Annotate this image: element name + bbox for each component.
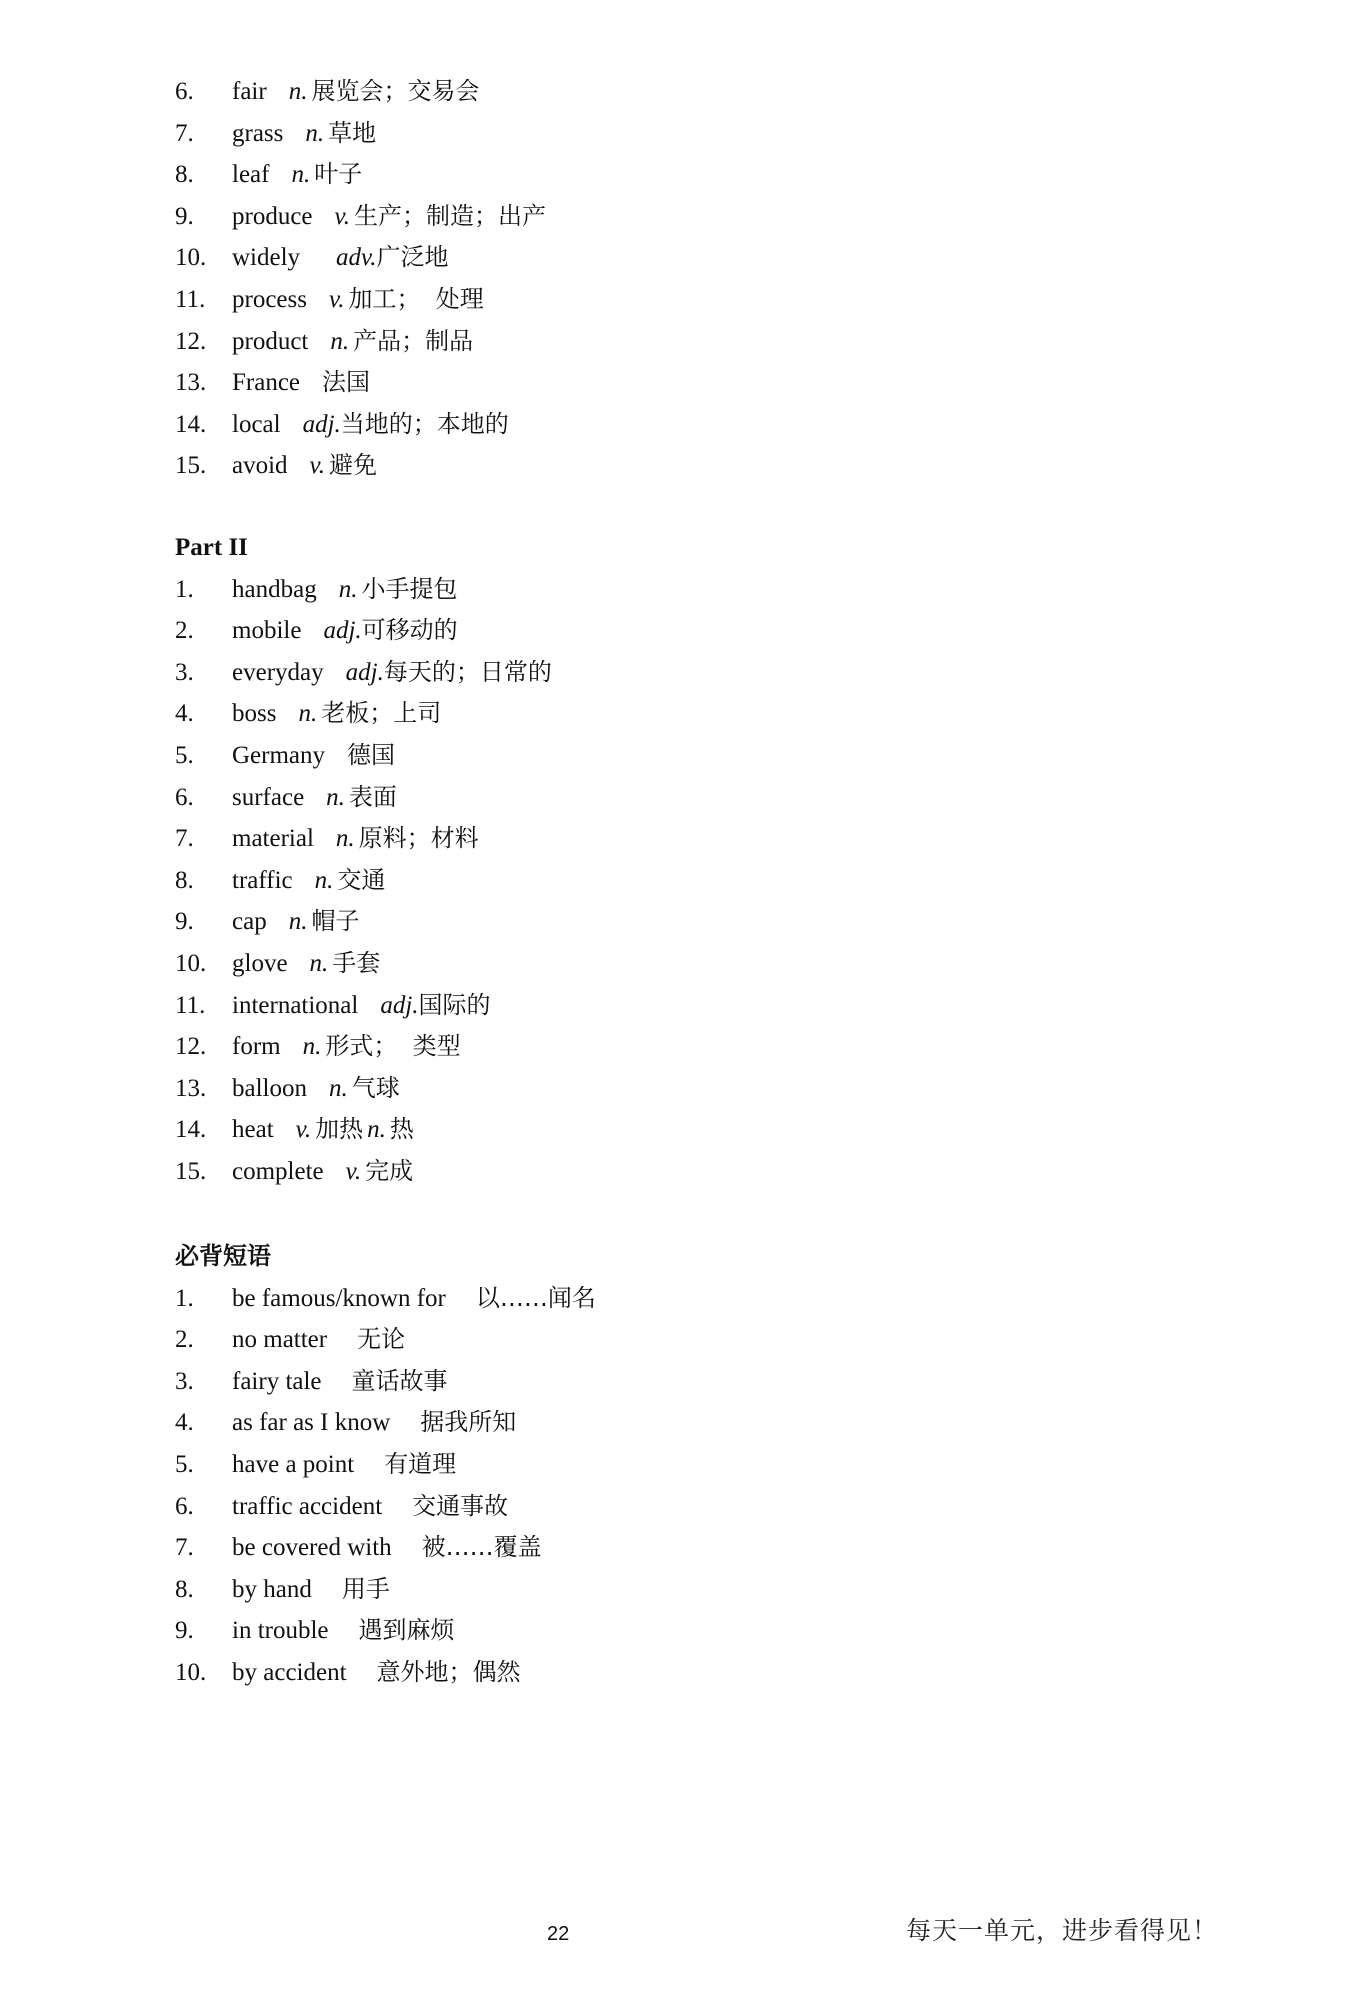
item-number: 10. <box>175 244 207 272</box>
chinese-meaning: 加热 <box>315 1115 364 1144</box>
english-word: avoid <box>232 452 288 480</box>
chinese-meaning: 以……闻名 <box>475 1283 596 1312</box>
item-number: 9. <box>175 202 194 230</box>
part-of-speech: v. <box>328 285 345 313</box>
chinese-meaning: 遇到麻烦 <box>358 1616 455 1645</box>
list-item <box>175 1652 1175 1694</box>
part-of-speech: n. <box>288 78 308 105</box>
english-word: local <box>232 410 281 438</box>
part-of-speech: n. <box>330 327 350 355</box>
chinese-meaning: 完成 <box>365 1156 414 1185</box>
english-word: leaf <box>232 161 270 189</box>
part-of-speech: n. <box>314 866 334 894</box>
english-phrase: traffic accident <box>232 1492 383 1520</box>
english-phrase: fairy tale <box>232 1367 322 1395</box>
chinese-meaning: 原料；材料 <box>358 824 479 853</box>
item-number: 6. <box>175 783 194 811</box>
list-item <box>175 362 1175 404</box>
chinese-meaning: 法国 <box>322 368 371 397</box>
part-of-speech: adj. <box>323 617 362 645</box>
english-word: international <box>232 991 359 1019</box>
item-number: 6. <box>175 1492 194 1520</box>
list-item <box>175 1486 1175 1528</box>
part-of-speech: adj. <box>302 410 341 438</box>
list-item <box>175 1444 1175 1486</box>
list-item <box>175 1361 1175 1403</box>
chinese-meaning-2: 热 <box>389 1115 414 1144</box>
chinese-meaning: 表面 <box>348 782 397 811</box>
english-word: glove <box>232 949 288 977</box>
item-number: 12. <box>175 327 207 355</box>
list-item <box>175 1319 1175 1361</box>
english-phrase: have a point <box>232 1450 355 1478</box>
english-word: mobile <box>232 617 302 645</box>
item-number: 5. <box>175 1450 194 1478</box>
item-number: 13. <box>175 369 207 397</box>
part1-continued-section <box>175 71 1175 487</box>
item-number: 4. <box>175 1409 194 1437</box>
english-phrase: as far as I know <box>232 1409 391 1437</box>
item-number: 3. <box>175 658 194 686</box>
english-phrase: by hand <box>232 1575 312 1603</box>
chinese-meaning: 气球 <box>351 1073 400 1102</box>
chinese-meaning: 意外地；偶然 <box>376 1657 521 1686</box>
section-heading-phrases: 必背短语 <box>175 1242 271 1270</box>
part-of-speech: n. <box>338 575 358 603</box>
list-item <box>175 777 1175 819</box>
chinese-meaning: 小手提包 <box>361 574 458 603</box>
part2-section <box>175 527 1175 1193</box>
phrase-list <box>175 1278 1175 1694</box>
chinese-meaning: 帽子 <box>311 907 360 936</box>
list-item <box>175 610 1175 652</box>
chinese-meaning: 据我所知 <box>420 1408 517 1437</box>
item-number: 2. <box>175 617 194 645</box>
list-item <box>175 1151 1175 1193</box>
item-number: 14. <box>175 410 207 438</box>
english-word: process <box>232 285 307 313</box>
item-number: 10. <box>175 949 207 977</box>
chinese-meaning: 当地的；本地的 <box>340 409 509 438</box>
part-of-speech-2: n. <box>367 1116 386 1144</box>
chinese-meaning: 手套 <box>332 948 381 977</box>
chinese-meaning: 每天的；日常的 <box>383 657 552 686</box>
list-item <box>175 1068 1175 1110</box>
chinese-meaning: 草地 <box>328 118 377 147</box>
item-number: 7. <box>175 825 194 853</box>
list-item <box>175 735 1175 777</box>
item-number: 9. <box>175 908 194 936</box>
chinese-meaning: 有道理 <box>384 1449 457 1478</box>
list-item <box>175 818 1175 860</box>
chinese-meaning: 国际的 <box>418 990 491 1019</box>
part-of-speech: adv. <box>336 244 377 272</box>
part-of-speech: adj. <box>380 991 419 1019</box>
english-word: traffic <box>232 866 293 894</box>
chinese-meaning: 生产；制造；出产 <box>354 201 547 230</box>
item-number: 11. <box>175 285 206 313</box>
item-number: 6. <box>175 78 194 105</box>
item-number: 9. <box>175 1617 194 1645</box>
part1-word-list <box>175 71 1175 487</box>
item-number: 15. <box>175 452 207 480</box>
item-number: 12. <box>175 1033 207 1061</box>
part-of-speech: n. <box>329 1074 348 1102</box>
part-of-speech: n. <box>335 825 355 853</box>
item-number: 3. <box>175 1367 194 1395</box>
list-item <box>175 901 1175 943</box>
list-item <box>175 321 1175 363</box>
english-word: complete <box>232 1157 324 1185</box>
english-word: form <box>232 1033 281 1061</box>
list-item <box>175 445 1175 487</box>
phrases-section <box>175 1236 1175 1694</box>
chinese-meaning: 叶子 <box>314 160 363 189</box>
part-of-speech: n. <box>298 700 318 728</box>
item-number: 2. <box>175 1326 194 1354</box>
part2-word-list <box>175 569 1175 1193</box>
english-phrase: be famous/known for <box>232 1284 446 1312</box>
list-item <box>175 279 1175 321</box>
english-word: heat <box>232 1116 274 1144</box>
list-item <box>175 196 1175 238</box>
english-word: everyday <box>232 658 324 686</box>
list-item <box>175 71 1175 113</box>
list-item <box>175 860 1175 902</box>
list-item <box>175 1402 1175 1444</box>
item-number: 8. <box>175 1575 194 1603</box>
item-number: 8. <box>175 161 194 189</box>
english-word: grass <box>232 119 284 147</box>
chinese-meaning: 无论 <box>357 1325 406 1354</box>
chinese-meaning: 避免 <box>329 451 378 480</box>
item-number: 4. <box>175 700 194 728</box>
english-word: balloon <box>232 1074 307 1102</box>
list-item <box>175 1610 1175 1652</box>
list-item <box>175 569 1175 611</box>
item-number: 11. <box>175 991 206 1019</box>
english-phrase: be covered with <box>232 1534 392 1562</box>
english-word: boss <box>232 700 277 728</box>
list-item <box>175 1527 1175 1569</box>
english-word: produce <box>232 202 313 230</box>
chinese-meaning: 老板；上司 <box>321 699 442 728</box>
list-item <box>175 693 1175 735</box>
chinese-meaning: 展览会；交易会 <box>311 77 480 105</box>
part-of-speech: n. <box>305 119 325 147</box>
chinese-meaning: 交通 <box>337 865 386 894</box>
english-word: surface <box>232 783 305 811</box>
item-number: 13. <box>175 1074 207 1102</box>
english-word: widely <box>232 244 301 272</box>
item-number: 14. <box>175 1116 207 1144</box>
item-number: 1. <box>175 575 194 603</box>
part-of-speech: adj. <box>345 658 384 686</box>
part-of-speech: n. <box>302 1033 322 1061</box>
list-item <box>175 652 1175 694</box>
chinese-meaning: 广泛地 <box>376 243 449 272</box>
list-item <box>175 404 1175 446</box>
english-word: material <box>232 825 314 853</box>
part-of-speech: n. <box>309 949 329 977</box>
page-number: 22 <box>547 1923 570 1945</box>
list-item <box>175 1109 1175 1151</box>
chinese-meaning: 被……覆盖 <box>421 1533 542 1562</box>
english-word: product <box>232 327 309 355</box>
chinese-meaning: 童话故事 <box>351 1366 448 1395</box>
chinese-meaning: 交通事故 <box>412 1491 509 1520</box>
item-number: 7. <box>175 119 194 147</box>
list-item <box>175 1278 1175 1320</box>
item-number: 1. <box>175 1284 194 1312</box>
chinese-meaning: 可移动的 <box>361 616 458 645</box>
english-phrase: no matter <box>232 1326 328 1354</box>
english-word: Germany <box>232 741 326 769</box>
english-phrase: by accident <box>232 1658 347 1686</box>
chinese-meaning: 用手 <box>341 1574 390 1603</box>
list-item <box>175 237 1175 279</box>
footer-tagline: 每天一单元，进步看得见！ <box>906 1916 1219 1945</box>
list-item <box>175 943 1175 985</box>
part-of-speech: n. <box>288 908 308 936</box>
chinese-meaning: 产品；制品 <box>353 326 474 355</box>
list-item <box>175 1569 1175 1611</box>
part-of-speech: v. <box>345 1157 362 1185</box>
english-word: fair <box>232 78 267 105</box>
list-item <box>175 985 1175 1027</box>
part-of-speech: v. <box>309 452 326 480</box>
chinese-meaning: 形式； 类型 <box>325 1032 461 1061</box>
part-of-speech: v. <box>334 202 351 230</box>
item-number: 15. <box>175 1157 207 1185</box>
section-heading-part2: Part II <box>175 534 248 561</box>
part-of-speech: n. <box>291 161 311 189</box>
item-number: 8. <box>175 866 194 894</box>
english-word: cap <box>232 908 267 936</box>
chinese-meaning: 德国 <box>347 740 396 769</box>
list-item <box>175 154 1175 196</box>
item-number: 5. <box>175 741 194 769</box>
list-item <box>175 1026 1175 1068</box>
part-of-speech: v. <box>295 1116 312 1144</box>
english-word: France <box>232 369 301 397</box>
list-item <box>175 113 1175 155</box>
english-word: handbag <box>232 575 317 603</box>
part-of-speech: n. <box>326 783 345 811</box>
english-phrase: in trouble <box>232 1617 329 1645</box>
item-number: 10. <box>175 1658 207 1686</box>
chinese-meaning: 加工； 处理 <box>348 284 484 313</box>
item-number: 7. <box>175 1534 194 1562</box>
